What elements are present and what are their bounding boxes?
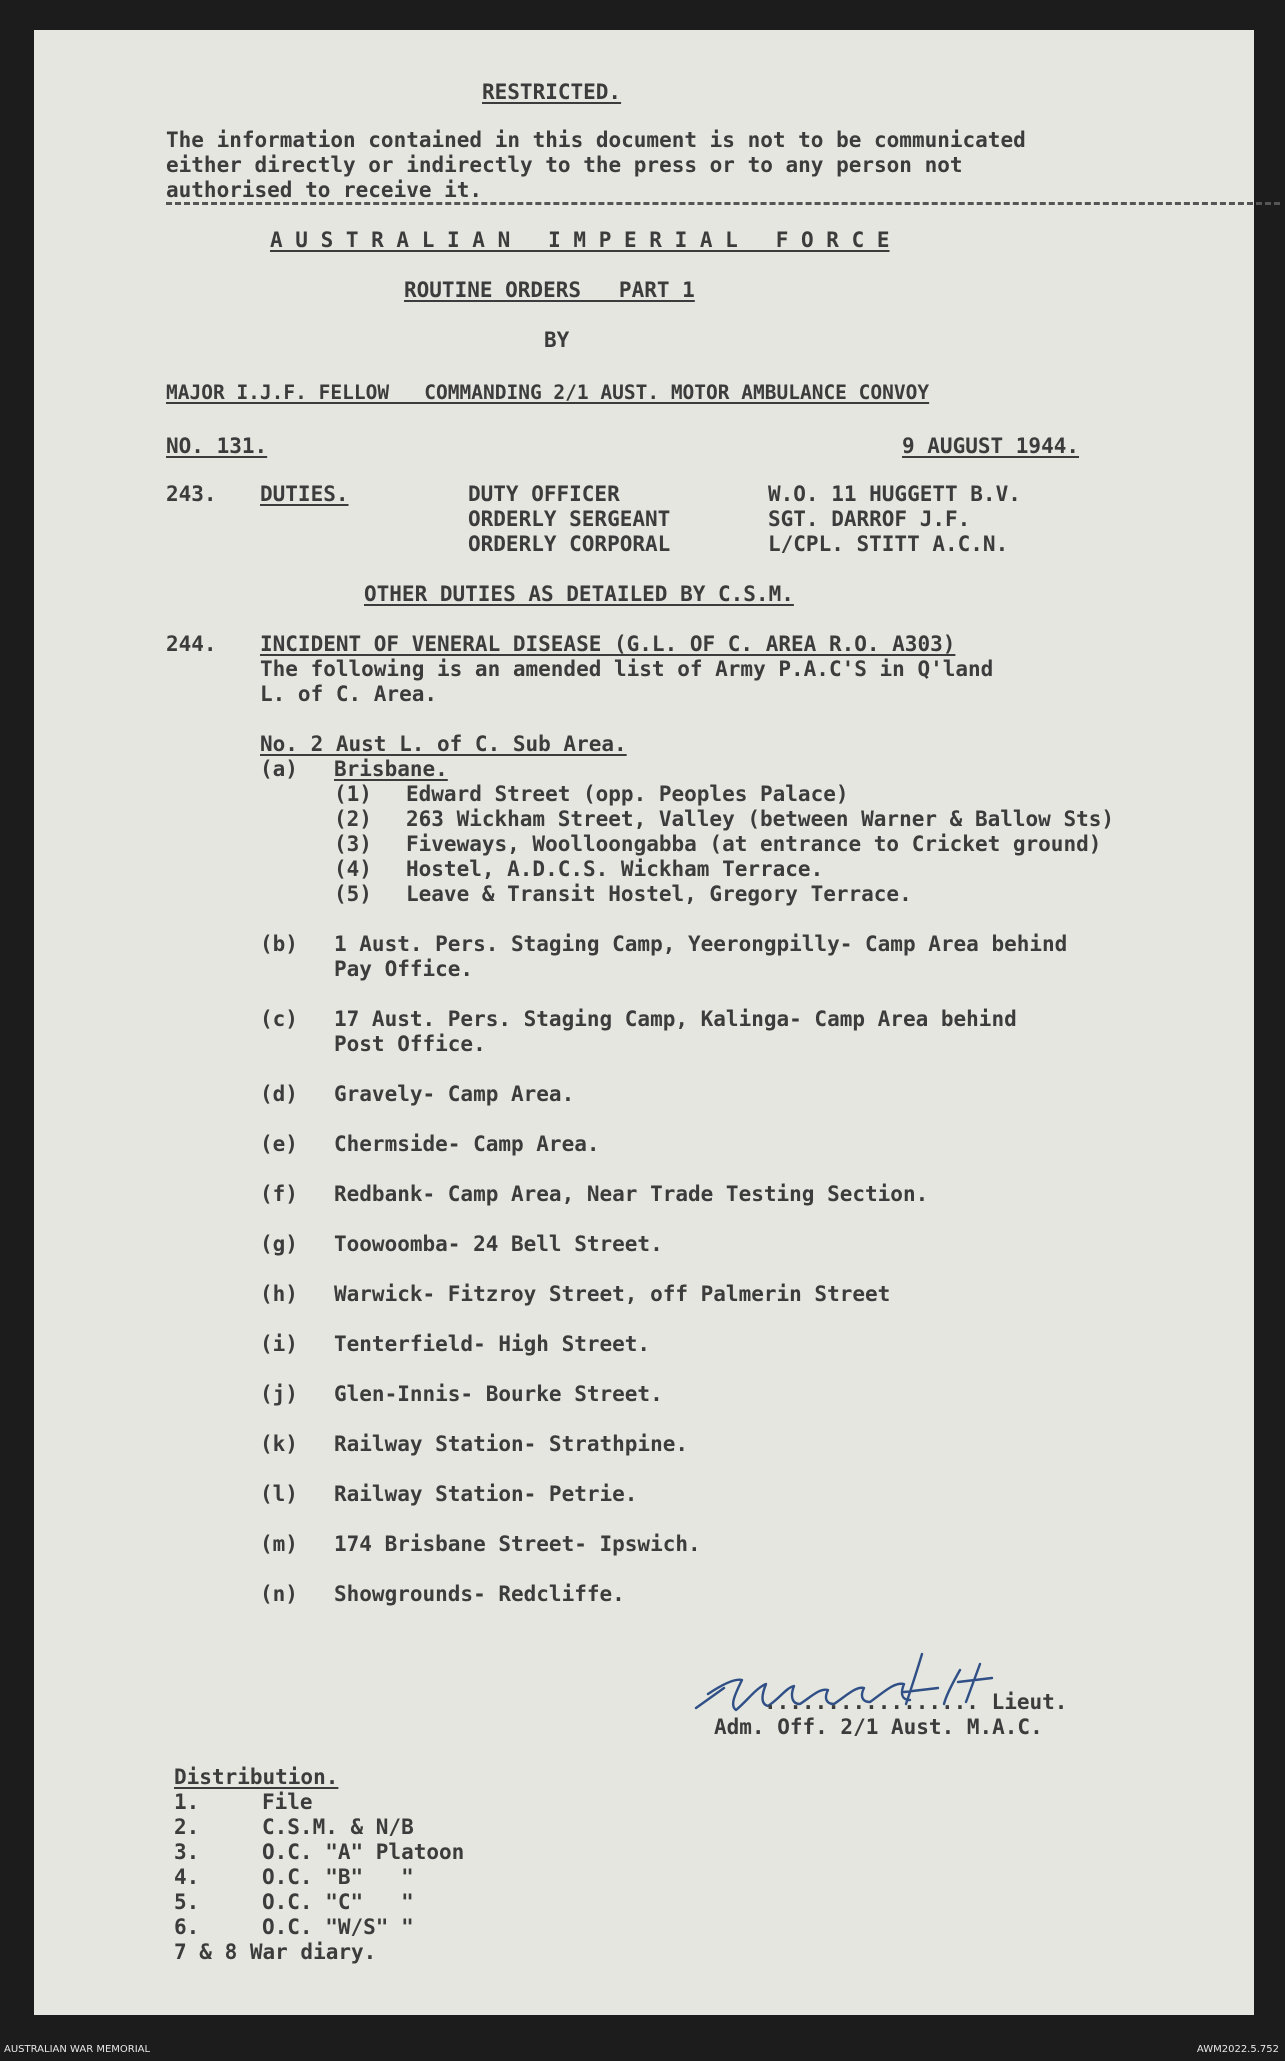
list-label: (f): [260, 1182, 298, 1206]
warning-line-2: either directly or indirectly to the press or to any person not: [166, 153, 963, 177]
by-line: BY: [544, 328, 570, 352]
warning-line-3: authorised to receive it.: [166, 178, 483, 202]
sub-area-heading: No. 2 Aust L. of C. Sub Area.: [260, 732, 627, 756]
list-label: (l): [260, 1482, 298, 1506]
distribution-number: 3.: [174, 1840, 200, 1864]
signature-dots-lieut: ................. Lieut.: [764, 1690, 1068, 1714]
list-label: (c): [260, 1007, 298, 1031]
distribution-recipient: O.C. "W/S" ": [262, 1915, 414, 1939]
warning-line-1: The information contained in this document is not to be communicated: [166, 128, 1026, 152]
force-title: A U S T R A L I A N I M P E R I A L F O R C E: [270, 228, 890, 252]
brisbane-item-number: (3): [334, 832, 372, 856]
list-item-text: Glen-Innis- Bourke Street.: [334, 1382, 663, 1406]
list-item-text: Toowoomba- 24 Bell Street.: [334, 1232, 663, 1256]
brisbane-item-number: (4): [334, 857, 372, 881]
list-label: (j): [260, 1382, 298, 1406]
distribution-last: 7 & 8 War diary.: [174, 1940, 377, 1964]
list-label: (i): [260, 1332, 298, 1356]
footer-accession-number: AWM2022.5.752: [1196, 2044, 1279, 2055]
order-number: NO. 131.: [166, 434, 268, 458]
list-item-text: Post Office.: [334, 1032, 486, 1056]
header-divider: [166, 202, 1280, 205]
list-label: (a): [260, 757, 298, 781]
footer-archive-name: AUSTRALIAN WAR MEMORIAL: [4, 2044, 151, 2055]
commander-line: MAJOR I.J.F. FELLOW COMMANDING 2/1 AUST. MOTOR AMBULANCE CONVOY: [166, 381, 930, 404]
list-item-text: Pay Office.: [334, 957, 474, 981]
item-244-number: 244.: [166, 632, 217, 656]
distribution-recipient: O.C. "A" Platoon: [262, 1840, 465, 1864]
duty-person: L/CPL. STITT A.C.N.: [768, 532, 1009, 556]
brisbane-item-text: Fiveways, Woolloongabba (at entrance to Cricket ground): [406, 832, 1102, 856]
list-item-text: 17 Aust. Pers. Staging Camp, Kalinga- Camp Area behind: [334, 1007, 1017, 1031]
other-duties-heading: OTHER DUTIES AS DETAILED BY C.S.M.: [364, 582, 794, 606]
item-243-title: DUTIES.: [260, 482, 349, 506]
list-label: (k): [260, 1432, 298, 1456]
orders-title: ROUTINE ORDERS PART 1: [404, 278, 695, 302]
list-item-text: Chermside- Camp Area.: [334, 1132, 600, 1156]
duty-role: ORDERLY CORPORAL: [468, 532, 671, 556]
document-page: [34, 30, 1254, 2015]
list-label: (d): [260, 1082, 298, 1106]
distribution-number: 2.: [174, 1815, 200, 1839]
list-item-text: Gravely- Camp Area.: [334, 1082, 575, 1106]
classification-heading: RESTRICTED.: [482, 80, 622, 104]
distribution-number: 1.: [174, 1790, 200, 1814]
list-label: (m): [260, 1532, 298, 1556]
brisbane-item-text: Leave & Transit Hostel, Gregory Terrace.: [406, 882, 912, 906]
distribution-number: 5.: [174, 1890, 200, 1914]
list-label: (g): [260, 1232, 298, 1256]
brisbane-item-text: 263 Wickham Street, Valley (between Warner & Ballow Sts): [406, 807, 1115, 831]
list-item-text: Redbank- Camp Area, Near Trade Testing Section.: [334, 1182, 929, 1206]
list-item-text: Railway Station- Strathpine.: [334, 1432, 689, 1456]
list-item-text: Showgrounds- Redcliffe.: [334, 1582, 625, 1606]
item-243-number: 243.: [166, 482, 217, 506]
distribution-recipient: File: [262, 1790, 313, 1814]
distribution-heading: Distribution.: [174, 1765, 339, 1789]
item-244-title: INCIDENT OF VENERAL DISEASE (G.L. OF C. AREA R.O. A303): [260, 632, 956, 656]
brisbane-item-number: (2): [334, 807, 372, 831]
brisbane-item-number: (1): [334, 782, 372, 806]
item-244-body-line-1: The following is an amended list of Army P.A.C'S in Q'land: [260, 657, 994, 681]
brisbane-heading: Brisbane.: [334, 757, 448, 781]
list-item-text: 174 Brisbane Street- Ipswich.: [334, 1532, 701, 1556]
duty-role: ORDERLY SERGEANT: [468, 507, 671, 531]
brisbane-item-text: Edward Street (opp. Peoples Palace): [406, 782, 849, 806]
list-label: (b): [260, 932, 298, 956]
list-label: (h): [260, 1282, 298, 1306]
list-label: (n): [260, 1582, 298, 1606]
item-244-body-line-2: L. of C. Area.: [260, 682, 438, 706]
signatory-title: Adm. Off. 2/1 Aust. M.A.C.: [714, 1715, 1043, 1739]
duty-person: SGT. DARROF J.F.: [768, 507, 971, 531]
list-label: (e): [260, 1132, 298, 1156]
distribution-recipient: O.C. "B" ": [262, 1865, 414, 1889]
duty-role: DUTY OFFICER: [468, 482, 620, 506]
distribution-number: 6.: [174, 1915, 200, 1939]
distribution-recipient: O.C. "C" ": [262, 1890, 414, 1914]
list-item-text: Railway Station- Petrie.: [334, 1482, 638, 1506]
list-item-text: Warwick- Fitzroy Street, off Palmerin Street: [334, 1282, 891, 1306]
list-item-text: Tenterfield- High Street.: [334, 1332, 651, 1356]
duty-person: W.O. 11 HUGGETT B.V.: [768, 482, 1021, 506]
brisbane-item-text: Hostel, A.D.C.S. Wickham Terrace.: [406, 857, 824, 881]
list-item-text: 1 Aust. Pers. Staging Camp, Yeerongpilly- Camp Area behind: [334, 932, 1068, 956]
distribution-number: 4.: [174, 1865, 200, 1889]
order-date: 9 AUGUST 1944.: [902, 434, 1080, 458]
brisbane-item-number: (5): [334, 882, 372, 906]
distribution-recipient: C.S.M. & N/B: [262, 1815, 414, 1839]
